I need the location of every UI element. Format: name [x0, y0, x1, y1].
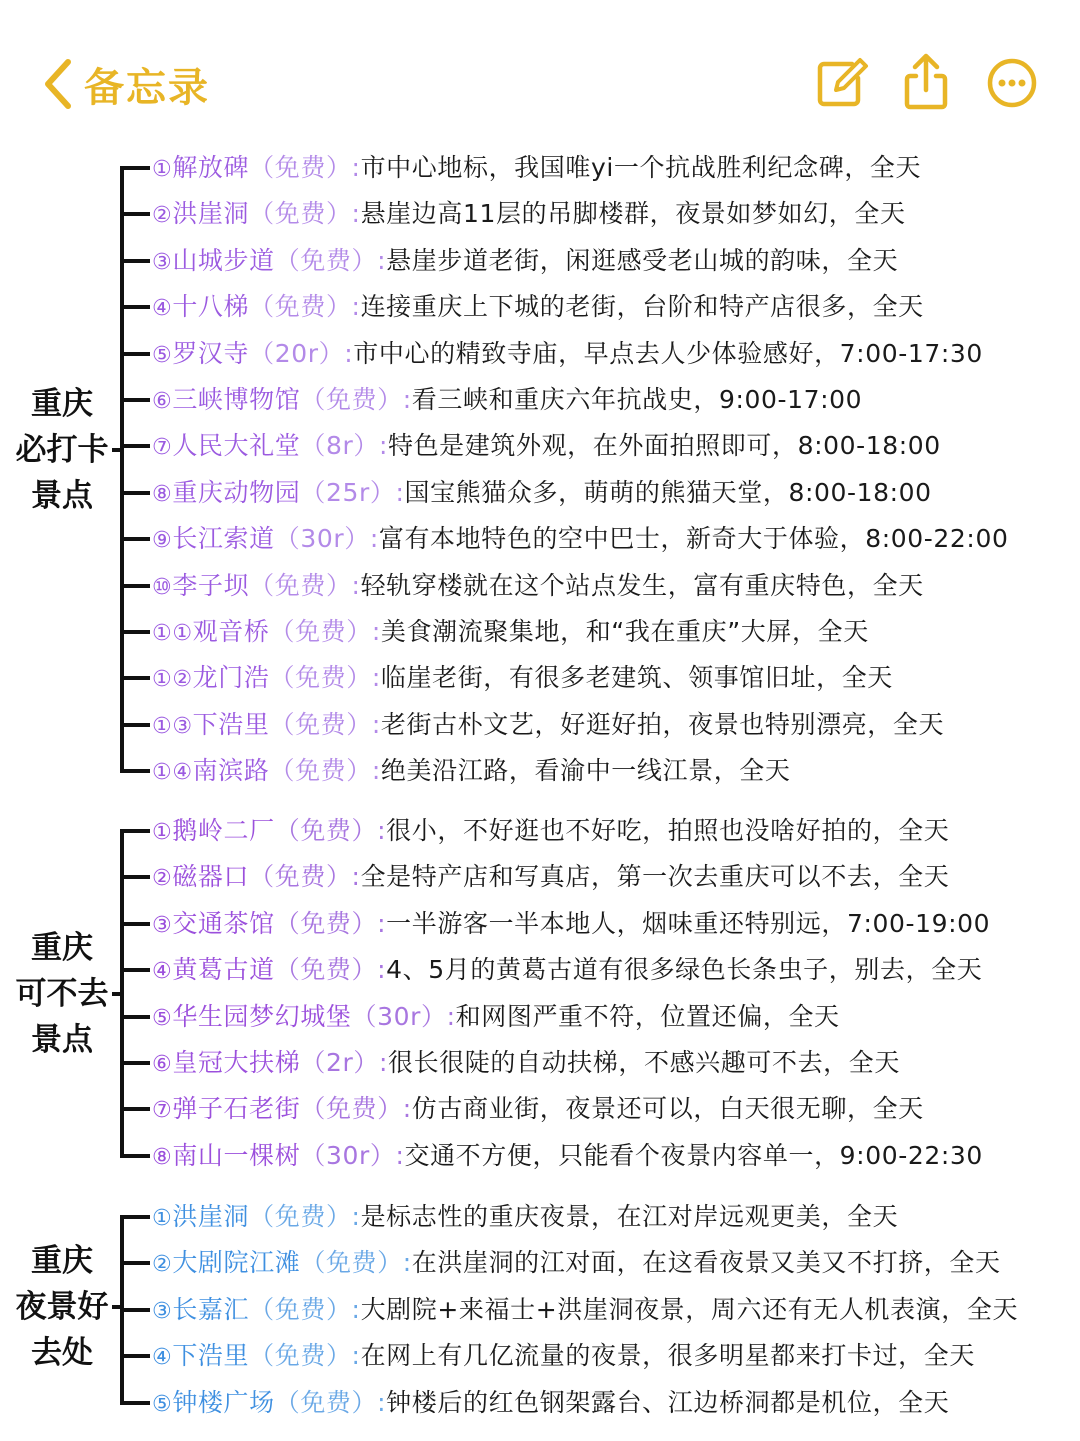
item-name: 大剧院江滩 [172, 1248, 301, 1278]
item-name: 李子坝 [172, 570, 250, 600]
bracket-branch [120, 398, 150, 402]
compose-icon[interactable] [814, 52, 870, 112]
section-title [8, 1238, 116, 1376]
bracket-branch [120, 723, 150, 727]
share-icon[interactable] [898, 52, 954, 112]
item-description: 悬崖边高11层的吊脚楼群，夜景如梦如幻，全天 [360, 199, 906, 229]
item-description: 绝美沿江路，看渝中一线江景，全天 [380, 756, 791, 786]
item-description: 钟楼后的红色钢架露台、江边桥洞都是机位，全天 [386, 1387, 950, 1417]
item-number: ⑤ [152, 1391, 173, 1417]
list-item [152, 950, 982, 990]
bracket-branch [120, 630, 150, 634]
item-fee: （免费） [249, 1341, 352, 1371]
item-colon: : [377, 1387, 387, 1417]
item-name: 人民大礼堂 [172, 431, 301, 461]
list-item [152, 194, 906, 234]
list-item [152, 1197, 898, 1237]
item-name: 皇冠大扶梯 [172, 1048, 301, 1077]
item-fee: （免费） [274, 908, 378, 938]
item-colon: : [446, 1001, 456, 1031]
back-label: 备忘录 [84, 64, 210, 111]
bracket-line [120, 166, 124, 773]
item-colon: : [371, 709, 381, 739]
item-name: 南山一棵树 [172, 1140, 301, 1170]
item-name: 长江索道 [172, 524, 275, 554]
item-name: 华生园梦幻城堡 [172, 1001, 352, 1031]
item-fee: （免费） [249, 153, 352, 182]
bracket-branch [120, 584, 150, 588]
section-title-line: 必打卡 [15, 432, 109, 468]
list-item [152, 658, 893, 698]
item-description: 和网图严重不符，位置还偏，全天 [455, 1001, 840, 1031]
bracket-branch [120, 166, 150, 170]
item-name: 弹子石老街 [172, 1094, 301, 1124]
item-colon: : [402, 385, 412, 414]
section-title [8, 381, 116, 519]
navigation-bar [0, 0, 1080, 140]
section-title-line: 夜景好 [15, 1289, 109, 1325]
item-fee: （25r） [300, 477, 396, 507]
item-description: 是标志性的重庆夜景，在江对岸远观更美，全天 [360, 1202, 899, 1231]
item-name: 钟楼广场 [172, 1387, 275, 1417]
item-colon: : [402, 1248, 412, 1278]
item-number: ② [152, 1252, 173, 1278]
item-name: 洪崖洞 [172, 1202, 250, 1231]
item-colon: : [395, 1140, 405, 1170]
item-description: 国宝熊猫众多，萌萌的熊猫天堂，8:00-18:00 [404, 477, 932, 507]
item-fee: （30r） [300, 1140, 396, 1170]
chevron-left-icon [40, 58, 74, 110]
item-description: 全是特产店和写真店，第一次去重庆可以不去，全天 [360, 862, 950, 892]
item-colon: : [351, 862, 361, 892]
item-number: ⑦ [152, 1098, 173, 1124]
item-number: ⑦ [152, 435, 173, 461]
list-item [152, 566, 924, 606]
item-number: ⑥ [152, 1052, 173, 1077]
item-colon: : [371, 663, 381, 693]
item-number: ② [152, 866, 173, 892]
item-number: ① [152, 157, 173, 182]
item-name: 山城步道 [172, 245, 275, 275]
bracket-branch [120, 1015, 150, 1019]
section-title-line: 重庆 [31, 1243, 93, 1279]
bracket-branch [120, 1401, 150, 1405]
list-item [152, 334, 983, 374]
item-colon: : [402, 1094, 412, 1124]
list-item [152, 612, 869, 652]
item-fee: （免费） [274, 955, 378, 985]
item-number: ② [152, 203, 173, 229]
item-description: 4、5月的黄葛古道有很多绿色长条虫子，别去，全天 [386, 955, 983, 985]
item-description: 临崖老街，有很多老建筑、领事馆旧址，全天 [380, 663, 893, 693]
item-number: ① [152, 1206, 173, 1231]
bracket-branch [120, 1308, 150, 1312]
item-fee: （免费） [300, 1094, 403, 1124]
bracket-branch [120, 1061, 150, 1065]
list-item [152, 1290, 1018, 1330]
item-description: 老街古朴文艺，好逛好拍，夜景也特别漂亮，全天 [380, 709, 945, 739]
item-fee: （免费） [269, 709, 372, 739]
item-fee: （免费） [249, 570, 352, 600]
item-description: 仿古商业街，夜景还可以，白天很无聊，全天 [411, 1094, 924, 1124]
bracket-branch [120, 769, 150, 773]
item-number: ①② [152, 667, 193, 693]
item-description: 轻轨穿楼就在这个站点发生，富有重庆特色，全天 [360, 570, 924, 600]
item-number: ①④ [152, 760, 193, 786]
bracket-branch [120, 829, 150, 833]
item-number: ④ [152, 296, 173, 322]
item-fee: （免费） [269, 617, 372, 646]
item-fee: （免费） [249, 292, 352, 322]
list-item [152, 705, 944, 745]
item-number: ⑥ [152, 389, 173, 414]
section-title [8, 925, 116, 1063]
list-item [152, 287, 924, 327]
item-description: 看三峡和重庆六年抗战史，9:00-17:00 [411, 385, 863, 414]
item-name: 龙门浩 [192, 663, 270, 693]
list-item [152, 857, 949, 897]
item-number: ⑧ [152, 481, 173, 507]
list-item [152, 241, 898, 281]
bracket-branch [120, 1215, 150, 1219]
item-colon: : [351, 1341, 361, 1371]
item-number: ⑩ [152, 574, 173, 600]
list-item [152, 148, 921, 188]
bracket-branch [120, 1107, 150, 1111]
item-number: ⑧ [152, 1144, 173, 1170]
item-name: 交通茶馆 [172, 908, 275, 938]
list-item [152, 1089, 924, 1129]
item-number: ④ [152, 959, 173, 985]
item-fee: （免费） [274, 816, 378, 845]
bracket-branch [120, 491, 150, 495]
bracket-branch [120, 444, 150, 448]
item-name: 洪崖洞 [172, 199, 250, 229]
item-name: 三峡博物馆 [172, 385, 301, 414]
item-colon: : [351, 1202, 361, 1231]
item-fee: （免费） [300, 1248, 403, 1278]
item-number: ③ [152, 1298, 173, 1324]
item-fee: （免费） [274, 1387, 378, 1417]
item-name: 南滨路 [192, 756, 270, 786]
item-fee: （30r） [351, 1001, 447, 1031]
list-item [152, 997, 840, 1037]
item-fee: （20r） [249, 338, 345, 368]
item-number: ①① [152, 621, 193, 646]
item-description: 富有本地特色的空中巴士，新奇大于体验，8:00-22:00 [378, 524, 1009, 554]
item-colon: : [377, 816, 387, 845]
list-item [152, 904, 990, 944]
item-fee: （免费） [269, 756, 372, 786]
item-colon: : [377, 955, 387, 985]
item-fee: （免费） [300, 385, 403, 414]
bracket-branch [120, 968, 150, 972]
item-description: 悬崖步道老街，闲逛感受老山城的韵味，全天 [386, 245, 899, 275]
item-number: ⑤ [152, 342, 173, 368]
item-name: 罗汉寺 [172, 338, 250, 368]
section-title-line: 可不去 [15, 976, 109, 1012]
item-name: 磁器口 [172, 862, 250, 892]
item-description: 美食潮流聚集地，和“我在重庆”大屏，全天 [380, 617, 869, 646]
item-description: 一半游客一半本地人，烟味重还特别远，7:00-19:00 [386, 908, 991, 938]
list-item [152, 1336, 975, 1376]
item-description: 特色是建筑外观，在外面拍照即可，8:00-18:00 [387, 431, 941, 461]
item-fee: （8r） [300, 431, 379, 461]
item-name: 重庆动物园 [172, 477, 301, 507]
item-colon: : [395, 477, 405, 507]
bracket-branch [120, 1154, 150, 1158]
item-fee: （免费） [274, 245, 378, 275]
back-button[interactable] [40, 52, 210, 116]
item-colon: : [371, 756, 381, 786]
item-colon: : [351, 292, 361, 322]
bracket-branch [120, 922, 150, 926]
item-fee: （免费） [269, 663, 372, 693]
bracket-branch [120, 259, 150, 263]
list-item [152, 751, 791, 791]
item-fee: （免费） [249, 1294, 352, 1324]
list-item [152, 811, 949, 851]
item-number: ① [152, 820, 173, 845]
section-title-line: 重庆 [31, 930, 93, 966]
list-item [152, 426, 941, 466]
item-name: 鹅岭二厂 [172, 816, 275, 845]
item-colon: : [378, 431, 388, 461]
item-fee: （免费） [249, 1202, 352, 1231]
item-colon: : [369, 524, 379, 554]
section-title-line: 景点 [31, 1022, 93, 1058]
list-item [152, 1136, 983, 1176]
item-description: 大剧院+来福士+洪崖洞夜景，周六还有无人机表演，全天 [360, 1294, 1019, 1324]
item-description: 很长很陡的自动扶梯，不感兴趣可不去，全天 [387, 1048, 900, 1077]
list-item [152, 380, 862, 420]
item-description: 在洪崖洞的江对面，在这看夜景又美又不打挤，全天 [411, 1248, 1001, 1278]
bracket-branch [120, 305, 150, 309]
item-number: ⑤ [152, 1005, 173, 1031]
item-colon: : [377, 908, 387, 938]
item-number: ④ [152, 1345, 173, 1371]
item-colon: : [377, 245, 387, 275]
item-description: 在网上有几亿流量的夜景，很多明星都来打卡过，全天 [360, 1341, 975, 1371]
item-colon: : [351, 199, 361, 229]
section-title-line: 重庆 [31, 386, 93, 422]
item-description: 连接重庆上下城的老街，台阶和特产店很多，全天 [360, 292, 924, 322]
item-fee: （30r） [274, 524, 370, 554]
item-description: 交通不方便，只能看个夜景内容单一，9:00-22:30 [404, 1140, 983, 1170]
item-colon: : [378, 1048, 388, 1077]
item-name: 观音桥 [192, 617, 270, 646]
item-name: 黄葛古道 [172, 955, 275, 985]
item-description: 很小，不好逛也不好吃，拍照也没啥好拍的，全天 [386, 816, 950, 845]
list-item [152, 473, 932, 513]
item-colon: : [351, 570, 361, 600]
item-colon: : [351, 1294, 361, 1324]
section-title-line: 去处 [31, 1335, 93, 1371]
item-description: 市中心的精致寺庙，早点去人少体验感好，7:00-17:30 [353, 338, 983, 368]
item-name: 解放碑 [172, 153, 250, 182]
list-item [152, 1243, 1001, 1283]
item-name: 长嘉汇 [172, 1294, 250, 1324]
item-colon: : [351, 153, 361, 182]
item-number: ③ [152, 912, 173, 938]
section-title-line: 景点 [31, 478, 93, 514]
item-colon: : [371, 617, 381, 646]
item-colon: : [344, 338, 354, 368]
item-name: 下浩里 [172, 1341, 250, 1371]
item-name: 十八梯 [172, 292, 250, 322]
item-name: 下浩里 [192, 709, 270, 739]
more-icon[interactable] [984, 52, 1040, 112]
list-item [152, 519, 1008, 559]
list-item [152, 1383, 949, 1423]
bracket-branch [120, 352, 150, 356]
item-number: ③ [152, 249, 173, 275]
bracket-branch [120, 676, 150, 680]
bracket-branch [120, 1261, 150, 1265]
bracket-branch [120, 875, 150, 879]
item-number: ⑨ [152, 528, 173, 554]
bracket-branch [120, 212, 150, 216]
item-number: ①③ [152, 713, 193, 739]
item-fee: （2r） [300, 1048, 379, 1077]
item-description: 市中心地标，我国唯yi一个抗战胜利纪念碑，全天 [360, 153, 922, 182]
bracket-branch [120, 1354, 150, 1358]
bracket-branch [120, 537, 150, 541]
item-fee: （免费） [249, 862, 352, 892]
list-item [152, 1043, 900, 1083]
item-fee: （免费） [249, 199, 352, 229]
